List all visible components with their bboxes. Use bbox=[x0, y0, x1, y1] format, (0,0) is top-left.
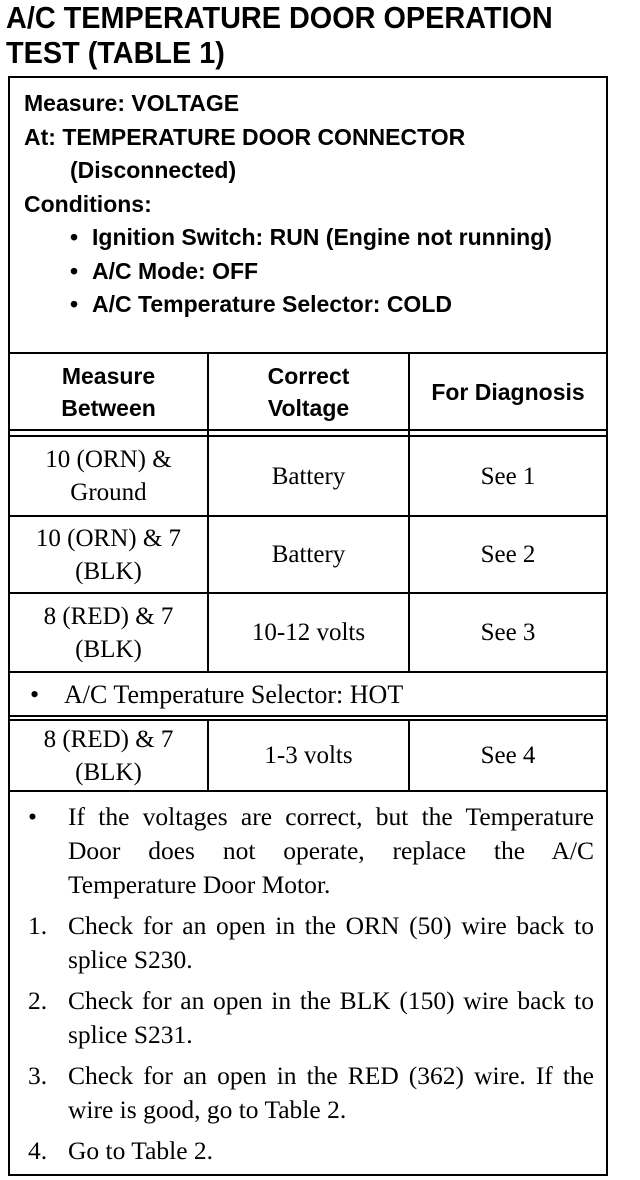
test-table-box bbox=[8, 76, 608, 1176]
condition-item: • A/C Mode: OFF bbox=[24, 255, 604, 289]
note-item: • If the voltages are correct, but the Temperature Door does not operate, replace the A/C Temperature Door Motor. bbox=[28, 802, 594, 899]
cell-correct-voltage: Battery bbox=[271, 462, 346, 490]
bullet-icon: • bbox=[70, 224, 79, 250]
measure-label: Measure: VOLTAGE bbox=[24, 90, 240, 116]
divider bbox=[10, 429, 606, 431]
cell-correct-voltage: 1-3 volts bbox=[264, 742, 353, 769]
title-line-1: A/C TEMPERATURE DOOR OPERATION bbox=[6, 0, 553, 35]
bullet-icon: • bbox=[70, 257, 79, 284]
cell-measure-between: 8 (RED) & 7 (BLK) bbox=[43, 725, 174, 786]
note-item: 2. Check for an open in the BLK (150) wire back to splice S231. bbox=[28, 986, 594, 1049]
at-label: At: TEMPERATURE DOOR CONNECTOR bbox=[24, 123, 466, 150]
conditions-block bbox=[24, 87, 604, 322]
page-title bbox=[6, 0, 592, 70]
note-item: 1. Check for an open in the ORN (50) wire back to splice S230. bbox=[28, 911, 594, 974]
header-correct-voltage: Correct Voltage bbox=[267, 362, 350, 421]
bullet-icon: • bbox=[30, 680, 40, 709]
title-line-2: TEST (TABLE 1) bbox=[6, 35, 225, 70]
diagnosis-notes bbox=[28, 800, 594, 1175]
cell-measure-between: 10 (ORN) & Ground bbox=[45, 446, 172, 506]
cell-correct-voltage: 10-12 volts bbox=[251, 619, 366, 646]
cell-measure-between: 10 (ORN) & 7 (BLK) bbox=[35, 524, 182, 585]
note-item: 4. Go to Table 2. bbox=[28, 1136, 214, 1165]
cell-for-diagnosis: See 2 bbox=[480, 541, 536, 568]
cell-for-diagnosis: See 4 bbox=[480, 742, 536, 769]
conditions-heading: Conditions: bbox=[24, 190, 152, 217]
header-measure-between: Measure Between bbox=[61, 362, 156, 421]
condition-item: • A/C Temperature Selector: COLD bbox=[24, 288, 604, 322]
at-note: (Disconnected) bbox=[70, 157, 237, 183]
cell-correct-voltage: Battery bbox=[271, 541, 346, 568]
note-item: 3. Check for an open in the RED (362) wire. If the wire is good, go to Table 2. bbox=[28, 1061, 594, 1124]
header-for-diagnosis: For Diagnosis bbox=[431, 378, 585, 405]
cell-measure-between: 8 (RED) & 7 (BLK) bbox=[43, 602, 174, 663]
divider bbox=[10, 790, 606, 792]
condition-row: • A/C Temperature Selector: HOT bbox=[30, 680, 404, 709]
condition-item: • Ignition Switch: RUN (Engine not running) bbox=[24, 221, 604, 255]
cell-for-diagnosis: See 3 bbox=[480, 619, 536, 646]
divider bbox=[10, 715, 606, 717]
divider bbox=[10, 671, 606, 673]
cell-for-diagnosis: See 1 bbox=[480, 462, 536, 490]
bullet-icon: • bbox=[70, 291, 79, 317]
